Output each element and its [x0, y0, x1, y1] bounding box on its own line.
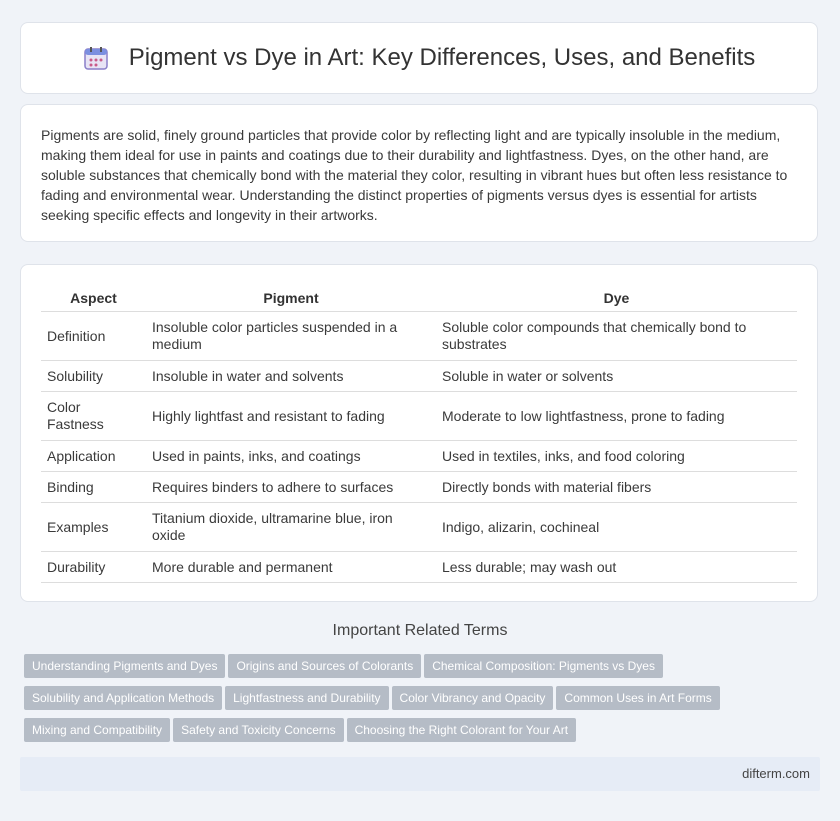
- aspect-cell: Application: [41, 441, 146, 472]
- aspect-cell: Examples: [41, 503, 146, 552]
- calendar-icon: [83, 45, 109, 71]
- related-term-tag[interactable]: Lightfastness and Durability: [225, 686, 388, 710]
- table-row: [41, 361, 797, 392]
- related-term-tag[interactable]: Color Vibrancy and Opacity: [392, 686, 554, 710]
- table-header-row: [41, 285, 797, 312]
- dye-cell: Soluble color compounds that chemically bond to substrates: [436, 312, 797, 361]
- aspect-cell: Color Fastness: [41, 392, 146, 441]
- table-row: [41, 441, 797, 472]
- table-row: [41, 472, 797, 503]
- dye-cell: Used in textiles, inks, and food coloring: [436, 441, 797, 472]
- aspect-cell: Definition: [41, 312, 146, 361]
- footer-site-link[interactable]: difterm.com: [742, 766, 810, 781]
- related-term-tag[interactable]: Mixing and Compatibility: [24, 718, 170, 742]
- aspect-cell: Solubility: [41, 361, 146, 392]
- pigment-cell: More durable and permanent: [146, 552, 436, 583]
- pigment-cell: Titanium dioxide, ultramarine blue, iron oxide: [146, 503, 436, 552]
- related-term-tag[interactable]: Origins and Sources of Colorants: [228, 654, 421, 678]
- dye-cell: Indigo, alizarin, cochineal: [436, 503, 797, 552]
- related-term-tag[interactable]: Choosing the Right Colorant for Your Art: [347, 718, 576, 742]
- column-header-aspect: Aspect: [41, 285, 146, 312]
- related-term-tag[interactable]: Understanding Pigments and Dyes: [24, 654, 225, 678]
- intro-card: [20, 104, 818, 242]
- intro-paragraph: Pigments are solid, finely ground particles that provide color by reflecting light and are typically insoluble in the medium, making them ideal for use in paints and coatings due to their durability and lightfastness. Dyes, on the other hand, are soluble substances that chemically bond with the material they color, resulting in vibrant hues but often less resistance to fading and environmental wear. Understanding the distinct properties of pigments versus dyes is essential for artists seeking specific effects and longevity in their artworks.: [41, 127, 788, 223]
- table-row: [41, 503, 797, 552]
- dye-cell: Moderate to low lightfastness, prone to fading: [436, 392, 797, 441]
- pigment-cell: Used in paints, inks, and coatings: [146, 441, 436, 472]
- column-header-pigment: Pigment: [146, 285, 436, 312]
- dye-cell: Less durable; may wash out: [436, 552, 797, 583]
- footer: [20, 757, 820, 791]
- related-terms-list: [24, 654, 824, 750]
- table-row: [41, 312, 797, 361]
- table-row: [41, 552, 797, 583]
- pigment-cell: Highly lightfast and resistant to fading: [146, 392, 436, 441]
- pigment-cell: Insoluble color particles suspended in a medium: [146, 312, 436, 361]
- column-header-dye: Dye: [436, 285, 797, 312]
- comparison-table: [41, 285, 797, 583]
- related-terms-heading: Important Related Terms: [332, 622, 508, 639]
- related-term-tag[interactable]: Common Uses in Art Forms: [556, 686, 719, 710]
- table-row: [41, 392, 797, 441]
- page-title: Pigment vs Dye in Art: Key Differences, Uses, and Benefits: [128, 44, 756, 71]
- pigment-cell: Insoluble in water and solvents: [146, 361, 436, 392]
- dye-cell: Soluble in water or solvents: [436, 361, 797, 392]
- pigment-cell: Requires binders to adhere to surfaces: [146, 472, 436, 503]
- title-card: [20, 22, 818, 94]
- related-term-tag[interactable]: Solubility and Application Methods: [24, 686, 222, 710]
- related-term-tag[interactable]: Chemical Composition: Pigments vs Dyes: [424, 654, 663, 678]
- comparison-card: [20, 264, 818, 602]
- related-term-tag[interactable]: Safety and Toxicity Concerns: [173, 718, 344, 742]
- dye-cell: Directly bonds with material fibers: [436, 472, 797, 503]
- aspect-cell: Durability: [41, 552, 146, 583]
- aspect-cell: Binding: [41, 472, 146, 503]
